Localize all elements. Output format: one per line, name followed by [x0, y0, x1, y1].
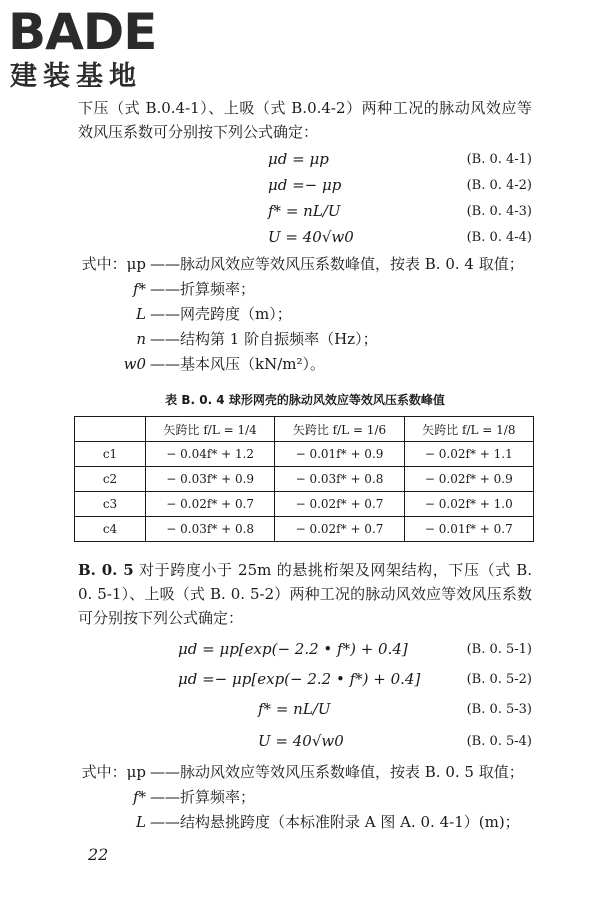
equation-expr: μd =− μp	[268, 176, 342, 194]
equation-expr: U = 40√w0	[268, 228, 354, 246]
definition-symbol: w0	[123, 355, 146, 373]
definition-text: ——网壳跨度（m）；	[150, 305, 292, 323]
equation-row	[178, 634, 532, 664]
equation-number: (B. 0. 5-3)	[466, 701, 532, 717]
equation-number: (B. 0. 4-3)	[466, 203, 532, 219]
equation-expr: μd = μp[exp(− 2.2 • f*) + 0.4]	[178, 640, 408, 658]
table-row	[75, 442, 534, 467]
equation-row	[178, 724, 532, 758]
equations-b04	[78, 146, 532, 250]
definition-text: ——脉动风效应等效风压系数峰值，按表 B. 0. 4 取值；	[150, 255, 524, 273]
definition-symbol: f*	[132, 280, 146, 298]
definition-symbol: f*	[132, 788, 146, 806]
table-cell: c4	[75, 517, 146, 542]
equation-row	[178, 664, 532, 694]
table-cell: − 0.02f* + 0.7	[275, 492, 404, 517]
equation-expr: μd =− μp[exp(− 2.2 • f*) + 0.4]	[178, 670, 421, 688]
table-header-cell: 矢跨比 f/L = 1/8	[404, 417, 533, 442]
definition-row	[0, 327, 532, 352]
definition-text: ——基本风压（kN/m²）。	[150, 355, 326, 373]
definition-text: ——结构第 1 阶自振频率（Hz）；	[150, 330, 378, 348]
definition-symbol: 式中：μp	[81, 255, 146, 273]
table-cell: − 0.01f* + 0.9	[275, 442, 404, 467]
definitions-b05	[0, 760, 532, 835]
definition-symbol: 式中：μp	[81, 763, 146, 781]
definition-text: ——折算频率；	[150, 280, 256, 298]
table-cell: c2	[75, 467, 146, 492]
definitions-b04	[0, 252, 532, 377]
table-row	[75, 467, 534, 492]
definition-row	[0, 810, 532, 835]
equation-expr: U = 40√w0	[258, 732, 344, 750]
equation-row	[268, 172, 532, 198]
table-cell: − 0.02f* + 0.7	[146, 492, 275, 517]
page-content	[78, 96, 532, 835]
definition-row	[0, 352, 532, 377]
definition-text: ——折算频率；	[150, 788, 256, 806]
table-cell: − 0.01f* + 0.7	[404, 517, 533, 542]
page-number: 22	[88, 845, 109, 864]
section-number: B. 0. 5	[78, 561, 134, 579]
table-cell: c1	[75, 442, 146, 467]
definition-row	[0, 785, 532, 810]
equation-expr: μd = μp	[268, 150, 329, 168]
logo-subtitle: 建装基地	[10, 61, 142, 92]
definition-row	[0, 277, 532, 302]
definition-text: ——脉动风效应等效风压系数峰值，按表 B. 0. 5 取值；	[150, 763, 524, 781]
intro-paragraph: 下压（式 B.0.4-1）、上吸（式 B.0.4-2）两种工况的脉动风效应等效风压系数可分别按下列公式确定：	[78, 99, 532, 141]
table-row	[75, 517, 534, 542]
logo-title: BADE	[8, 3, 157, 61]
table-cell: − 0.03f* + 0.8	[275, 467, 404, 492]
table-cell: − 0.02f* + 1.0	[404, 492, 533, 517]
table-cell: − 0.03f* + 0.8	[146, 517, 275, 542]
section-text: 对于跨度小于 25m 的悬挑桁架及网架结构，下压（式 B. 0. 5-1）、上吸（式 B. 0. 5-2）两种工况的脉动风效应等效风压系数可分别按下列公式确定：	[78, 561, 532, 627]
definition-row	[0, 302, 532, 327]
definition-row	[0, 252, 532, 277]
coefficient-table	[74, 416, 534, 542]
table-cell: − 0.04f* + 1.2	[146, 442, 275, 467]
table-header-row	[75, 417, 534, 442]
definition-symbol: L	[136, 813, 146, 831]
table-cell: − 0.02f* + 1.1	[404, 442, 533, 467]
table-cell: − 0.02f* + 0.9	[404, 467, 533, 492]
table-cell: c3	[75, 492, 146, 517]
bade-logo	[8, 4, 178, 92]
equation-expr: f* = nL/U	[258, 700, 331, 718]
table-header-cell	[75, 417, 146, 442]
equation-number: (B. 0. 4-1)	[466, 151, 532, 167]
equation-row	[178, 694, 532, 724]
definition-symbol: n	[136, 330, 146, 348]
equation-number: (B. 0. 5-4)	[466, 733, 532, 749]
equation-expr: f* = nL/U	[268, 202, 341, 220]
section-b05-paragraph	[78, 558, 532, 630]
equations-b05	[78, 634, 532, 758]
equation-number: (B. 0. 4-2)	[466, 177, 532, 193]
equation-number: (B. 0. 5-2)	[466, 671, 532, 687]
equation-number: (B. 0. 4-4)	[466, 229, 532, 245]
equation-row	[268, 198, 532, 224]
equation-row	[268, 146, 532, 172]
equation-row	[268, 224, 532, 250]
definition-row	[0, 760, 532, 785]
table-cell: − 0.03f* + 0.9	[146, 467, 275, 492]
table-caption: 表 B. 0. 4 球形网壳的脉动风效应等效风压系数峰值	[165, 393, 445, 407]
table-cell: − 0.02f* + 0.7	[275, 517, 404, 542]
equation-number: (B. 0. 5-1)	[466, 641, 532, 657]
definition-text: ——结构悬挑跨度（本标准附录 A 图 A. 0. 4-1）(m)；	[150, 813, 520, 831]
table-header-cell: 矢跨比 f/L = 1/4	[146, 417, 275, 442]
table-row	[75, 492, 534, 517]
definition-symbol: L	[136, 305, 146, 323]
table-header-cell: 矢跨比 f/L = 1/6	[275, 417, 404, 442]
